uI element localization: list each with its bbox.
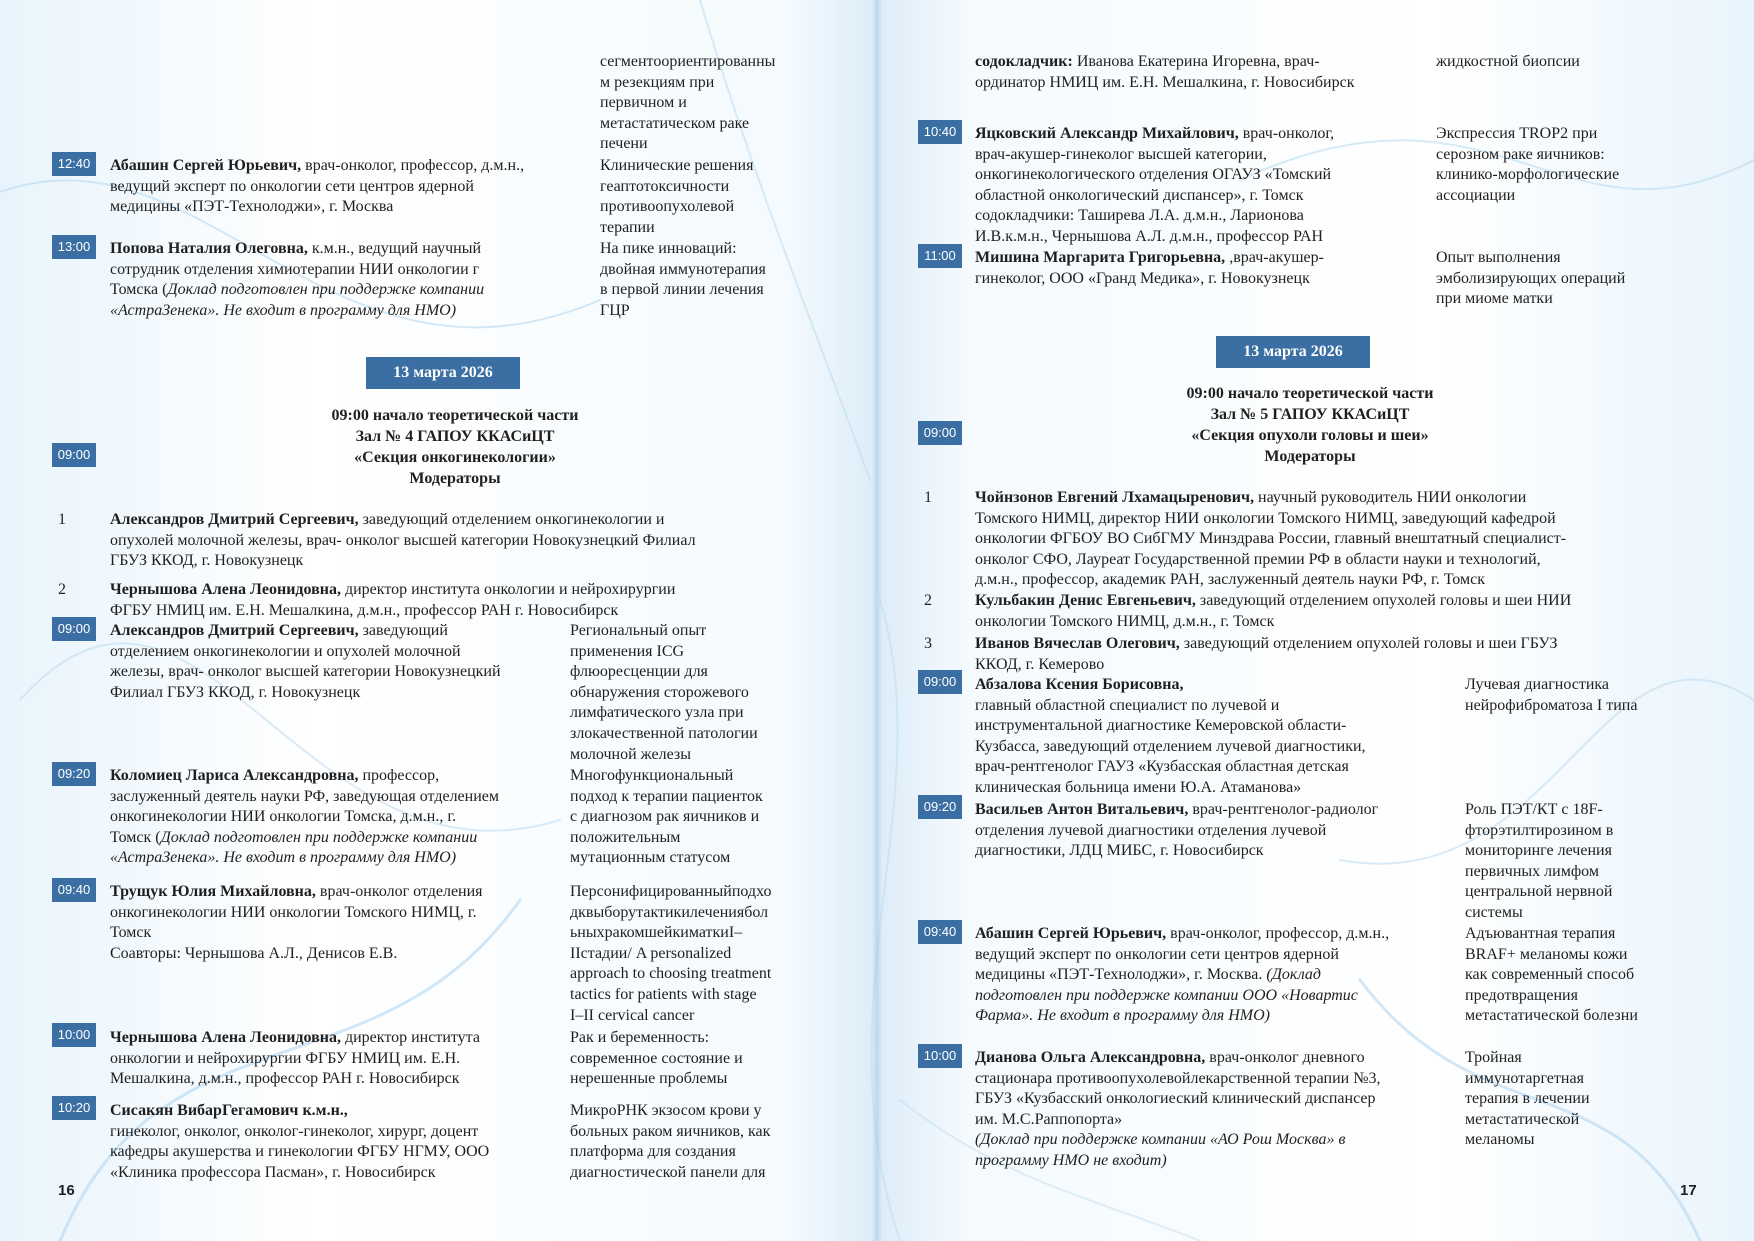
time-badge: 09:20 xyxy=(52,762,96,786)
moderator-name: Чернышова Алена Леонидовна, xyxy=(110,581,341,598)
moderator-entry xyxy=(110,510,800,572)
talk-topic: Персонифицированныйподхо дквыборутактикилечениябол ьныхракомшейкиматкиI– IIстадии/ A personalized approach to choosing treatment tactics for patients with stage I–II cervical cancer xyxy=(570,883,772,1024)
talk-topic: МикроРНК экзосом крови у больных раком яичников, как платформа для создания диагностической панели для xyxy=(570,1102,771,1181)
moderator-number: 3 xyxy=(924,635,932,652)
time-badge: 10:40 xyxy=(918,120,962,144)
speaker-desc: врач-онколог, врач-акушер-гинеколог высшей категории, онкогинекологического отделения ОГАУЗ «Томский областной онкологический диспансер», г. Томск содокладчики: Таширева Л.А. д.м.н., Ларионова И.В.к.м.н., Чернышова А.Л. д.м.н., профессор РАН xyxy=(975,125,1335,245)
topic-continued: сегментоориентированны м резекциям при первичном и метастатическом раке печени xyxy=(600,53,776,153)
page-number-right: 17 xyxy=(1680,1182,1697,1199)
speaker-name: Дианова Ольга Александровна, xyxy=(975,1049,1206,1066)
speaker-entry xyxy=(975,52,1435,93)
moderator-desc: директор института онкологии и нейрохирургии ФГБУ НМИЦ им. Е.Н. Мешалкина, д.м.н., профессор РАН г. Новосибирск xyxy=(110,581,676,619)
speaker-desc: профессор, заслуженный деятель науки РФ, заведующая отделением онкогинекологии НИИ онкологии Томска, д.м.н., г. Томск ( xyxy=(110,767,500,846)
speaker-name: Абашин Сергей Юрьевич, xyxy=(110,157,302,174)
speaker-name: Абзалова Ксения Борисовна, xyxy=(975,676,1184,693)
moderator-number: 2 xyxy=(924,592,932,609)
speaker-name: Абашин Сергей Юрьевич, xyxy=(975,925,1167,942)
talk-topic: Региональный опыт применения ICG флюоресценции для обнаружения сторожевого лимфатического узла при злокачественной патологии молочной железы xyxy=(570,622,758,763)
moderator-entry xyxy=(110,580,800,621)
speaker-entry xyxy=(110,621,570,703)
moderator-number: 2 xyxy=(58,581,66,598)
talk-topic: Роль ПЭТ/КТ с 18F- фторэтилтирозином в мониторинге лечения первичных лимфом центральной нервной системы xyxy=(1465,801,1614,921)
time-badge: 09:20 xyxy=(918,795,962,819)
heading-line: 09:00 начало теоретической части xyxy=(1186,385,1434,402)
talk-topic: Лучевая диагностика нейрофиброматоза I типа xyxy=(1465,676,1638,714)
talk-topic: Экспрессия TROP2 при серозном раке яичников: клинико-морфологические ассоциации xyxy=(1436,125,1620,204)
speaker-entry xyxy=(975,924,1455,1027)
heading-line: Модераторы xyxy=(409,470,501,487)
speaker-entry xyxy=(110,156,590,218)
heading-line: «Секция онкогинекологии» xyxy=(354,449,556,466)
time-badge: 12:40 xyxy=(52,152,96,176)
talk-topic: Рак и беременность: современное состояние и нерешенные проблемы xyxy=(570,1029,743,1088)
moderator-desc: научный руководитель НИИ онкологии Томского НИМЦ, директор НИИ онкологии Томского НИМЦ, заведующий кафедрой онкологии ФГБОУ ВО СибГМУ Минздрава России, главный внештатный специалист- онколог СФО, Лауреат Государственной премии РФ в области науки и технологий, д.м.н., профессор, академик РАН, заслуженный деятель науки РФ, г. Томск xyxy=(975,489,1567,589)
talk-topic: жидкостной биопсии xyxy=(1436,53,1580,70)
speaker-desc: врач-онколог дневного стационара противоопухолевойлекарственной терапии №3, ГБУЗ «Кузбасский онкологиеский клинический диспансер им. М.С.Раппопорта» xyxy=(975,1049,1381,1128)
heading-line: Зал № 4 ГАПОУ ККАСиЦТ xyxy=(355,428,555,445)
speaker-desc: гинеколог, онколог, онколог-гинеколог, хирург, доцент кафедры акушерства и гинекологии ФГБУ НГМУ, ООО «Клиника профессора Пасман» xyxy=(110,1122,490,1181)
moderator-entry xyxy=(975,591,1675,632)
speaker-desc: к.м.н., ведущий научный сотрудник отделения химиотерапии НИИ онкологии г Томска ( xyxy=(110,240,482,299)
speaker-desc: врач-онколог, профессор, д.м.н., ведущий эксперт по онкологии сети центров ядерной медицины «ПЭТ-Технолоджи», г. Москва. xyxy=(975,925,1390,984)
page-number-left: 16 xyxy=(58,1182,75,1199)
moderator-number: 1 xyxy=(924,489,932,506)
time-badge: 09:40 xyxy=(52,878,96,902)
time-badge: 13:00 xyxy=(52,235,96,259)
speaker-entry xyxy=(975,124,1435,248)
heading-line: 09:00 начало теоретической части xyxy=(331,407,579,424)
moderator-entry xyxy=(975,634,1675,675)
speaker-entry xyxy=(110,239,590,321)
speaker-desc: главный областной специалист по лучевой и инструментальной диагностике Кемеровской области- Кузбасса, заведующий отделением лучевой диагностики, врач-рентгенолог ГАУЗ «Кузбасская областная детская клиническая больница имени Ю.А. Атаманова» xyxy=(975,696,1366,796)
center-fold xyxy=(872,0,882,1241)
section-heading xyxy=(1110,383,1510,467)
speaker-name: Коломиец Лариса Александровна, xyxy=(110,767,359,784)
speaker-desc: , г. Новосибирск xyxy=(324,1163,436,1181)
speaker-entry xyxy=(110,766,570,869)
speaker-entry xyxy=(975,1048,1455,1172)
moderator-name: Александров Дмитрий Сергеевич, xyxy=(110,511,359,528)
speaker-name: содокладчик: xyxy=(975,53,1073,70)
talk-topic: Многофункциональный подход к терапии пациенток с диагнозом рак яичников и положительным мутационным статусом xyxy=(570,767,763,867)
time-badge: 10:20 xyxy=(52,1096,96,1120)
speaker-desc: врач-онколог отделения онкогинекологии НИИ онкологии Томского НИМЦ, г. Томск Соавторы: Чернышова А.Л., Денисов Е.В. xyxy=(110,883,483,962)
speaker-desc: заведующий отделением онкогинекологии и опухолей молочной железы, врач- онколог высшей категории Новокузнецкий Филиал ГБУЗ ККОД, г. Новокузнецк xyxy=(110,622,501,701)
speaker-entry xyxy=(975,248,1435,289)
moderator-name: Иванов Вячеслав Олегович, xyxy=(975,635,1180,652)
speaker-desc: врач-рентгенолог-радиолог отделения лучевой диагностики отделения лучевой диагностики, ЛДЦ МИБС, г. Новосибирск xyxy=(975,801,1379,860)
speaker-entry xyxy=(975,800,1445,862)
talk-topic: На пике инноваций: двойная иммунотерапия в первой линии лечения ГЦР xyxy=(600,240,766,319)
date-banner: 13 марта 2026 xyxy=(366,357,520,389)
speaker-name: Чернышова Алена Леонидовна, xyxy=(110,1029,341,1046)
speaker-desc: ,врач-акушер- гинеколог, ООО «Гранд Медика», г. Новокузнецк xyxy=(975,249,1324,287)
time-badge: 09:00 xyxy=(52,617,96,641)
moderator-name: Чойнзонов Евгений Лхамацыренович, xyxy=(975,489,1255,506)
moderator-number: 1 xyxy=(58,511,66,528)
speaker-entry xyxy=(975,675,1445,799)
moderator-desc: заведующий отделением онкогинекологии и опухолей молочной железы, врач- онколог высшей категории Новокузнецкий Филиал ГБУЗ ККОД, г. Новокузнецк xyxy=(110,511,696,570)
speaker-desc: Иванова Екатерина Игоревна, врач- ординатор НМИЦ им. Е.Н. Мешалкина, г. Новосибирск xyxy=(975,53,1355,91)
talk-topic: Адъювантная терапия BRAF+ меланомы кожи как современный способ предотвращения метастатической болезни xyxy=(1465,925,1638,1025)
talk-topic: Опыт выполнения эмболизирующих операций при миоме матки xyxy=(1436,249,1626,308)
talk-topic: Клинические решения геаптотоксичности противоопухолевой терапии xyxy=(600,157,754,236)
sponsor-note: Доклад подготовлен при поддержке компании «АстраЗенека». Не входит в программу для НМО) xyxy=(110,281,485,319)
speaker-desc: врач-онколог, профессор, д.м.н., ведущий эксперт по онкологии сети центров ядерной медицины «ПЭТ-Технолоджи», г. Москва xyxy=(110,157,525,216)
speaker-name: Васильев Антон Витальевич, xyxy=(975,801,1189,818)
speaker-name: Мишина Маргарита Григорьевна, xyxy=(975,249,1226,266)
speaker-name: Александров Дмитрий Сергеевич, xyxy=(110,622,359,639)
time-badge: 09:00 xyxy=(918,670,962,694)
speaker-entry xyxy=(110,882,570,964)
time-badge: 09:00 xyxy=(52,443,96,467)
time-badge: 11:00 xyxy=(918,244,962,268)
speaker-name: Яцковский Александр Михайлович, xyxy=(975,125,1239,142)
sponsor-note: Доклад подготовлен при поддержке компании «АстраЗенека». Не входит в программу для НМО) xyxy=(110,828,478,867)
time-badge: 10:00 xyxy=(52,1023,96,1047)
time-badge: 09:40 xyxy=(918,920,962,944)
speaker-entry xyxy=(110,1028,570,1090)
speaker-desc: директор института онкологии и нейрохирургии ФГБУ НМИЦ им. Е.Н. Мешалкина, д.м.н., профессор РАН г. Новосибирск xyxy=(110,1029,480,1088)
time-badge: 10:00 xyxy=(918,1044,962,1068)
section-heading xyxy=(260,405,650,489)
date-banner: 13 марта 2026 xyxy=(1216,336,1370,368)
speaker-name: Трущук Юлия Михайловна, xyxy=(110,883,316,900)
heading-line: Модераторы xyxy=(1264,448,1356,465)
moderator-desc: заведующий отделением опухолей головы и шеи НИИ онкологии Томского НИМЦ, д.м.н., г. Томск xyxy=(975,592,1572,630)
moderator-name: Кульбакин Денис Евгеньевич, xyxy=(975,592,1196,609)
speaker-name: Сисакян ВибарГегамович к.м.н., xyxy=(110,1102,348,1119)
sponsor-note: (Доклад при поддержке компании «АО Рош Москва» в программу НМО не входит) xyxy=(975,1131,1346,1169)
heading-line: Зал № 5 ГАПОУ ККАСиЦТ xyxy=(1210,406,1410,423)
moderator-desc: заведующий отделением опухолей головы и шеи ГБУЗ ККОД, г. Кемерово xyxy=(975,635,1558,673)
sponsor-note: (Доклад подготовлен при поддержке компании ООО «Новартис Фарма». Не входит в программу для НМО) xyxy=(975,966,1358,1025)
speaker-entry xyxy=(110,1101,570,1183)
time-badge: 09:00 xyxy=(918,421,962,445)
moderator-entry xyxy=(975,488,1675,591)
heading-line: «Секция опухоли головы и шеи» xyxy=(1191,427,1429,444)
speaker-name: Попова Наталия Олеговна, xyxy=(110,240,308,257)
talk-topic: Тройная иммунотаргетная терапия в лечении метастатической меланомы xyxy=(1465,1049,1590,1149)
